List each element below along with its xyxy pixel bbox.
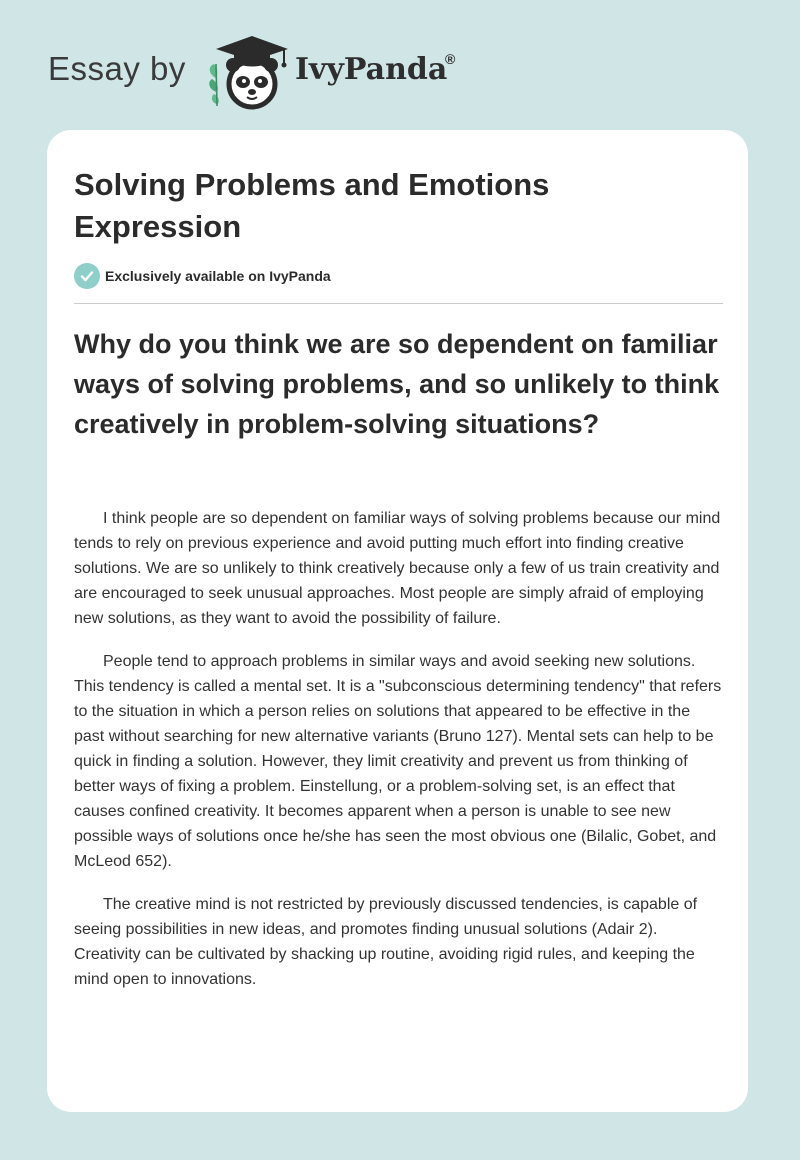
section-question: Why do you think we are so dependent on familiar ways of solving problems, and so unlikely to think creatively in problem-solving situations? — [74, 329, 720, 439]
registered-mark: ® — [445, 51, 456, 67]
exclusive-label: Exclusively available on IvyPanda — [105, 268, 331, 284]
ivy-leaf-icon — [209, 64, 219, 106]
panda-graduation-cap-icon[interactable] — [204, 34, 290, 110]
essay-body — [74, 506, 724, 1010]
paragraph: The creative mind is not restricted by previously discussed tendencies, is capable of seeing possibilities in new ideas, and promotes finding unusual solutions (Adair 2). Creativity can be cultivated by shacking up routine, avoiding rigid rules, and keeping the mind open to innovations. — [74, 896, 698, 988]
essay-title: Solving Problems and Emotions Expression — [74, 167, 550, 244]
essay-card — [47, 130, 748, 1112]
paragraph: People tend to approach problems in similar ways and avoid seeking new solutions. This tendency is called a mental set. It is a "subconscious determining tendency" that refers to the situation in which a person relies on solutions that appeared to be effective in the past without searching for new alternative variants (Bruno 127). Mental sets can help to be quick in finding a solution. However, they limit creativity and prevent us from thinking of better ways of fixing a problem. Einstellung, or a problem-solving set, is an effect that causes confined creativity. It becomes apparent when a person is unable to see new possible ways of solutions once he/she has seen the most obvious one (Bilalic, Gobet, and McLeod 652). — [74, 653, 722, 870]
check-circle-icon — [74, 263, 100, 289]
essay-by-label: Essay by — [48, 50, 186, 87]
exclusive-badge — [74, 263, 331, 289]
brand-name[interactable]: IvyPanda — [295, 52, 448, 87]
paragraph: I think people are so dependent on familiar ways of solving problems because our mind tends to rely on previous experience and avoid putting much effort into finding creative solutions. We are so unlikely to think creatively because only a few of us train creativity and are encouraged to seek unusual approaches. Most people are simply afraid of employing new solutions, as they want to avoid the possibility of failure. — [74, 510, 721, 627]
site-header — [48, 28, 748, 118]
divider — [74, 303, 723, 304]
